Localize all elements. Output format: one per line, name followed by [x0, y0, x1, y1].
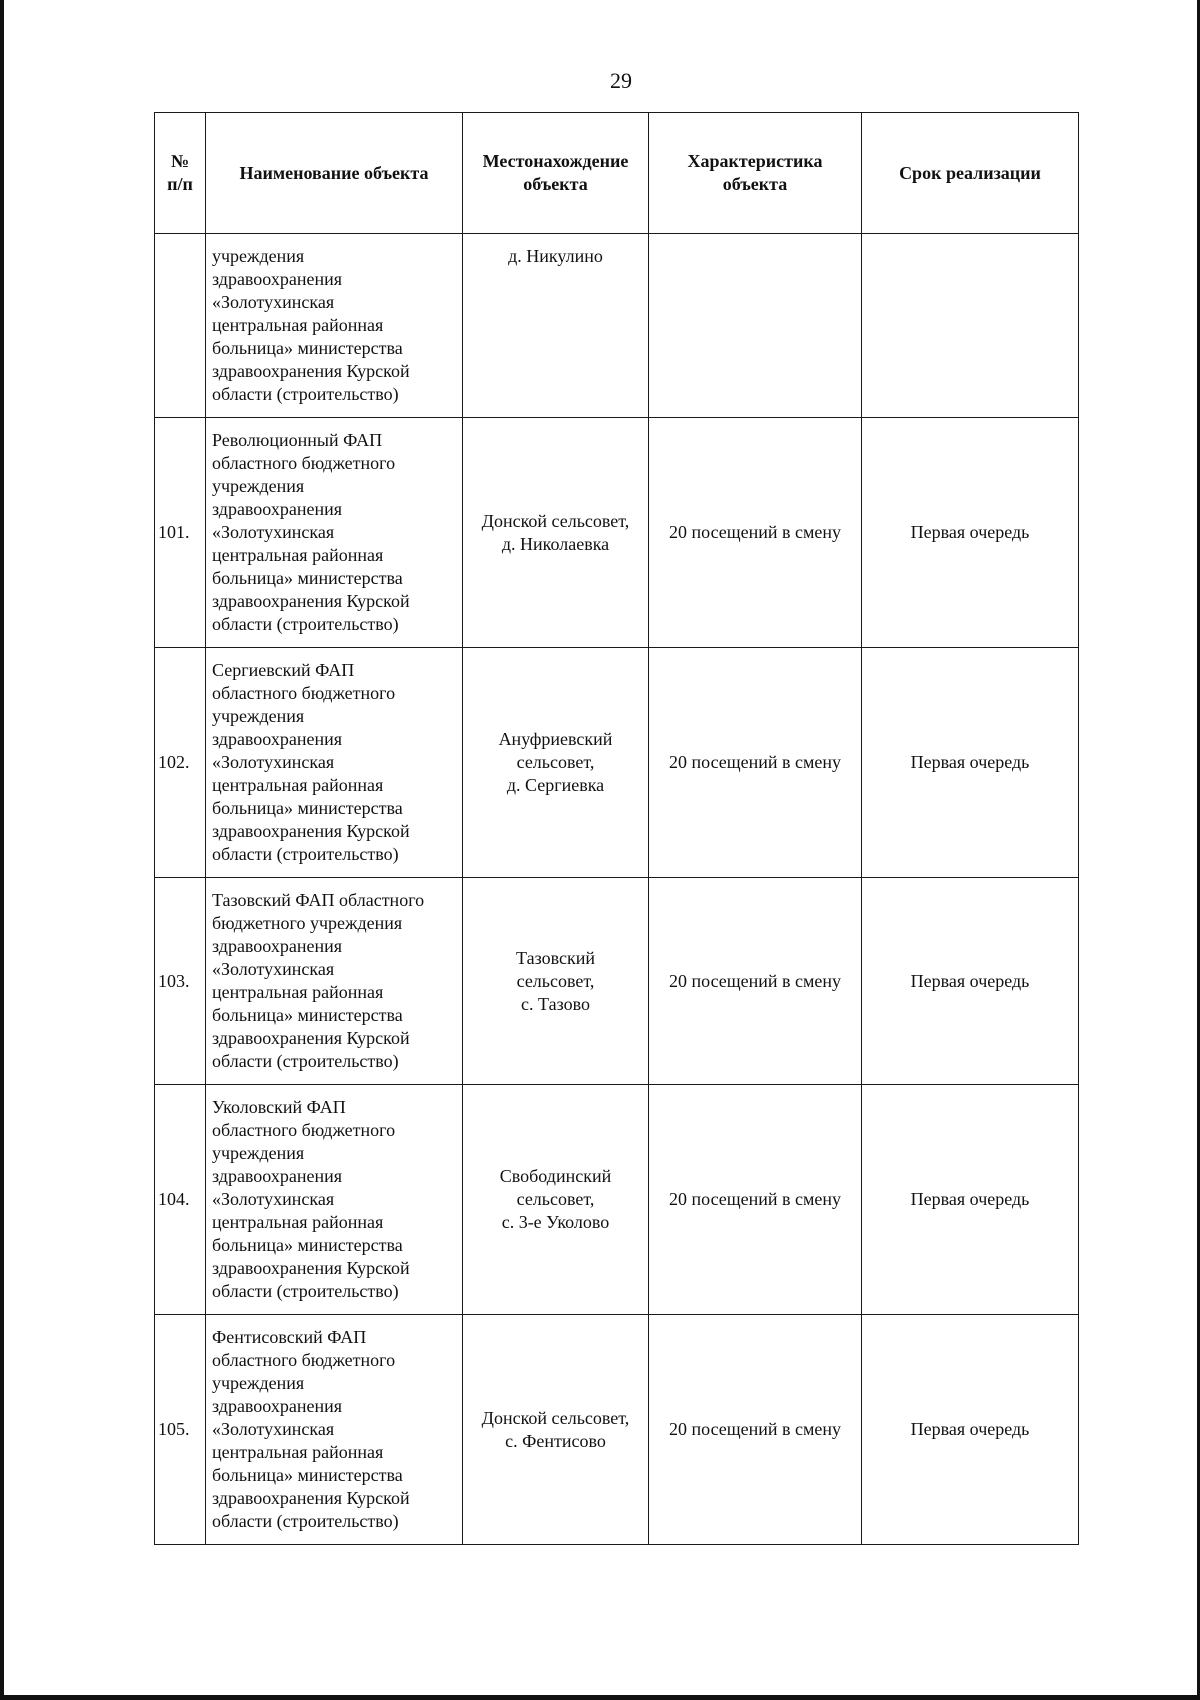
- term-text: Первая очередь: [910, 1419, 1030, 1439]
- term-cell: [862, 1085, 1079, 1315]
- row-number-cell: [155, 234, 206, 418]
- location-line: с. 3-е Уколово: [501, 1212, 610, 1232]
- object-name-line: здравоохранения: [212, 499, 343, 519]
- object-name-line: здравоохранения: [212, 1166, 343, 1186]
- object-name-line: учреждения: [212, 476, 305, 496]
- object-name-line: области (строительство): [212, 1511, 399, 1531]
- page-number: 29: [610, 68, 632, 93]
- location-cell: [463, 418, 649, 648]
- location-line: сельсовет,: [516, 970, 595, 991]
- object-name-line: больница» министерства: [212, 1005, 403, 1025]
- row-number-cell: [155, 878, 206, 1085]
- row-number-cell: [155, 1085, 206, 1315]
- object-name-cell: [206, 1315, 463, 1545]
- table-row: [155, 418, 1079, 648]
- object-name-line: областного бюджетного: [212, 1120, 396, 1140]
- characteristic-cell: [649, 1315, 862, 1545]
- object-name-line: центральная районная: [212, 775, 384, 795]
- object-name-line: Революционный ФАП: [212, 430, 383, 450]
- object-name-line: «Золотухинская: [212, 522, 335, 542]
- row-number-cell: [155, 418, 206, 648]
- characteristic-text: 20 посещений в смену: [668, 970, 842, 991]
- object-name-line: областного бюджетного: [212, 683, 396, 703]
- header-location-line-1: Местонахождение: [482, 151, 629, 171]
- location-line: д. Никулино: [508, 246, 603, 266]
- location-line: Ануфриевский: [498, 729, 613, 749]
- term-cell: [862, 878, 1079, 1085]
- location-line: с. Тазово: [521, 993, 590, 1014]
- object-name-line: Уколовский ФАП: [212, 1097, 346, 1117]
- header-name: [206, 113, 463, 234]
- header-num-line-2: п/п: [167, 174, 193, 194]
- object-name-line: здравоохранения Курской: [212, 1488, 410, 1508]
- term-cell: [862, 418, 1079, 648]
- term-cell: [862, 1315, 1079, 1545]
- header-num-line-1: №: [170, 151, 190, 171]
- object-name-line: здравоохранения: [212, 729, 343, 749]
- object-name-line: здравоохранения Курской: [212, 1258, 410, 1278]
- object-name-line: центральная районная: [212, 545, 384, 565]
- table-row: [155, 878, 1079, 1085]
- location-line: Свободинский: [499, 1166, 612, 1186]
- header-characteristic-line-1: Характеристика: [687, 151, 823, 171]
- object-name-line: здравоохранения: [212, 936, 343, 956]
- row-number-cell: [155, 1315, 206, 1545]
- header-num: [155, 113, 206, 234]
- location-line: Донской сельсовет,: [481, 510, 630, 531]
- object-name-line: областного бюджетного: [212, 453, 396, 473]
- object-name-line: Тазовский ФАП областного: [212, 890, 425, 910]
- term-text: Первая очередь: [910, 970, 1030, 991]
- table-row: [155, 234, 1079, 418]
- object-name-line: больница» министерства: [212, 1235, 403, 1255]
- header-characteristic: [649, 113, 862, 234]
- object-name-cell: [206, 234, 463, 418]
- row-number: 101.: [158, 522, 190, 542]
- table-row: [155, 648, 1079, 878]
- object-name-line: здравоохранения Курской: [212, 1028, 410, 1048]
- object-name-line: центральная районная: [212, 1212, 384, 1232]
- row-number: 103.: [158, 970, 190, 991]
- object-name-line: учреждения: [212, 1373, 305, 1393]
- object-name-line: области (строительство): [212, 384, 399, 404]
- location-cell: [463, 878, 649, 1085]
- object-name-line: больница» министерства: [212, 798, 403, 818]
- object-name-line: здравоохранения Курской: [212, 361, 410, 381]
- location-line: Тазовский: [516, 947, 595, 968]
- object-name-line: центральная районная: [212, 1442, 384, 1462]
- location-cell: [463, 1315, 649, 1545]
- scan-border-left: [0, 0, 4, 1700]
- object-name-line: «Золотухинская: [212, 752, 335, 772]
- location-cell: [463, 1085, 649, 1315]
- object-name-line: здравоохранения: [212, 269, 343, 289]
- object-name-line: «Золотухинская: [212, 1189, 335, 1209]
- object-name-cell: [206, 1085, 463, 1315]
- location-line: д. Сергиевка: [506, 775, 605, 795]
- header-location: [463, 113, 649, 234]
- table-row: [155, 1085, 1079, 1315]
- location-line: д. Николаевка: [501, 533, 610, 554]
- object-name-line: учреждения: [212, 706, 305, 726]
- characteristic-text: 20 посещений в смену: [668, 1189, 842, 1209]
- term-text: Первая очередь: [910, 1189, 1030, 1209]
- scan-border-bottom: [0, 1695, 1200, 1700]
- location-line: сельсовет,: [516, 1189, 595, 1209]
- object-name-cell: [206, 878, 463, 1085]
- location-line: Донской сельсовет,: [481, 1407, 630, 1428]
- characteristic-text: 20 посещений в смену: [668, 752, 842, 772]
- object-name-line: учреждения: [212, 246, 305, 266]
- table-header-row: [155, 113, 1079, 234]
- header-name-line-1: Наименование объекта: [239, 162, 429, 183]
- term-cell: [862, 648, 1079, 878]
- object-name-line: бюджетного учреждения: [212, 913, 403, 933]
- characteristic-cell: [649, 234, 862, 418]
- object-name-line: «Золотухинская: [212, 292, 335, 312]
- object-name-line: области (строительство): [212, 1051, 399, 1071]
- object-name-line: Сергиевский ФАП: [212, 660, 355, 680]
- header-term-line-1: Срок реализации: [899, 162, 1041, 183]
- object-name-cell: [206, 418, 463, 648]
- header-characteristic-line-2: объекта: [722, 174, 788, 194]
- objects-table: [154, 112, 1079, 1545]
- term-text: Первая очередь: [910, 752, 1030, 772]
- object-name-line: «Золотухинская: [212, 1419, 335, 1439]
- row-number: 105.: [158, 1419, 190, 1439]
- characteristic-cell: [649, 878, 862, 1085]
- object-name-line: области (строительство): [212, 614, 399, 634]
- object-name-line: центральная районная: [212, 315, 384, 335]
- object-name-cell: [206, 648, 463, 878]
- object-name-line: больница» министерства: [212, 338, 403, 358]
- location-line: сельсовет,: [516, 752, 595, 772]
- object-name-line: областного бюджетного: [212, 1350, 396, 1370]
- object-name-line: центральная районная: [212, 982, 384, 1002]
- object-name-line: области (строительство): [212, 844, 399, 864]
- header-location-line-2: объекта: [523, 174, 588, 194]
- object-name-line: больница» министерства: [212, 1465, 403, 1485]
- row-number: 102.: [158, 752, 190, 772]
- location-cell: [463, 234, 649, 418]
- object-name-line: «Золотухинская: [212, 959, 335, 979]
- object-name-line: здравоохранения Курской: [212, 591, 410, 611]
- term-cell: [862, 234, 1079, 418]
- table-body: [155, 234, 1079, 1545]
- characteristic-cell: [649, 418, 862, 648]
- location-line: с. Фентисово: [505, 1430, 606, 1451]
- characteristic-cell: [649, 648, 862, 878]
- characteristic-text: 20 посещений в смену: [668, 522, 842, 542]
- header-term: [862, 113, 1079, 234]
- object-name-line: больница» министерства: [212, 568, 403, 588]
- characteristic-cell: [649, 1085, 862, 1315]
- term-text: Первая очередь: [910, 522, 1030, 542]
- object-name-line: учреждения: [212, 1143, 305, 1163]
- object-name-line: здравоохранения: [212, 1396, 343, 1416]
- object-name-line: Фентисовский ФАП: [212, 1327, 367, 1347]
- object-name-line: области (строительство): [212, 1281, 399, 1301]
- characteristic-text: 20 посещений в смену: [668, 1419, 842, 1439]
- row-number: 104.: [158, 1189, 190, 1209]
- location-cell: [463, 648, 649, 878]
- table-row: [155, 1315, 1079, 1545]
- object-name-line: здравоохранения Курской: [212, 821, 410, 841]
- row-number-cell: [155, 648, 206, 878]
